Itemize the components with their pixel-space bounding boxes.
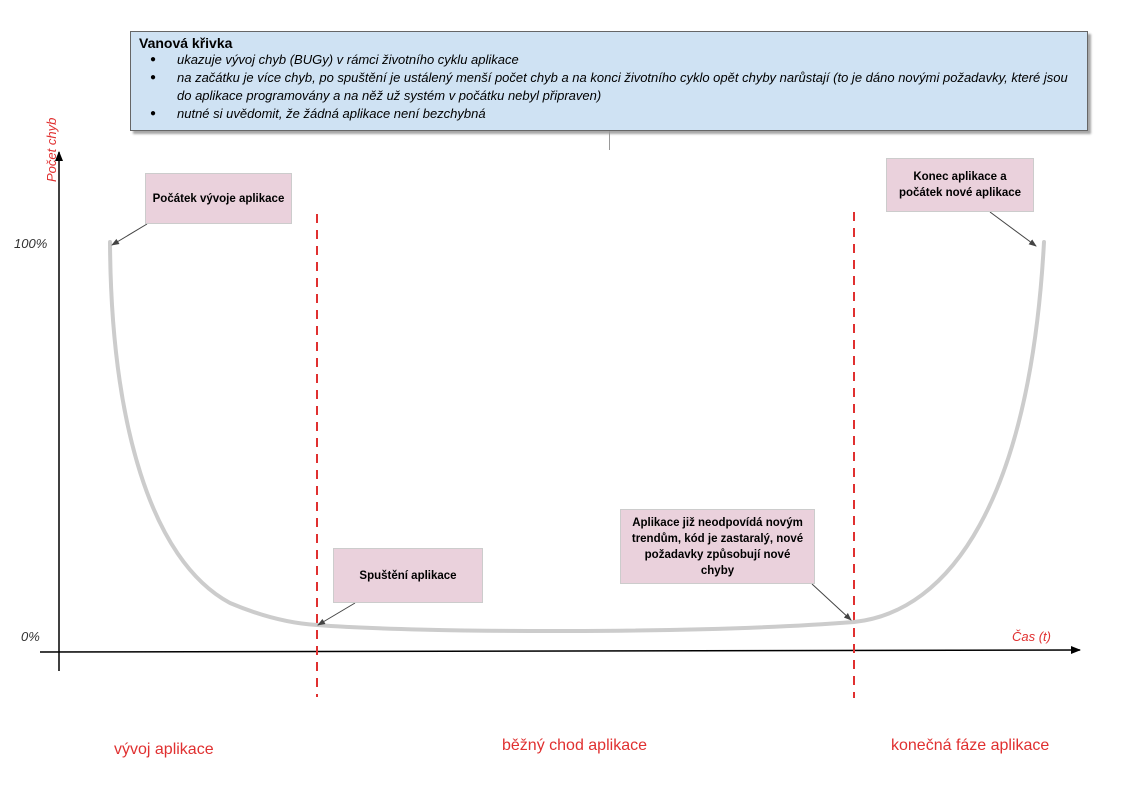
arrow-launch <box>318 603 355 625</box>
bathtub-curve <box>110 242 1044 631</box>
info-bullet: ● nutné si uvědomit, že žádná aplikace není bezchybná <box>139 105 1079 123</box>
y-tick-min: 0% <box>21 629 40 644</box>
callout-end <box>886 158 1034 212</box>
callout-launch-text: Spuštění aplikace <box>359 569 457 582</box>
phase-label-final: konečná fáze aplikace <box>891 737 1050 754</box>
arrow-outdated <box>812 584 851 620</box>
arrow-end <box>990 212 1036 246</box>
info-bullet: ● ukazuje vývoj chyb (BUGy) v rámci životního cyklu aplikace <box>139 51 1079 69</box>
x-axis-line <box>40 650 1080 652</box>
y-tick-max: 100% <box>14 236 48 251</box>
y-axis-title: Počet chyb <box>44 117 59 182</box>
info-title: Vanová křivka <box>139 35 233 51</box>
callout-end-text: Konec aplikace a počátek nové aplikace <box>898 171 1022 199</box>
info-bullet: ● na začátku je více chyb, po spuštění je ustálený menší počet chyb a na konci životního cyklo opět chyby narůstají (to je dáno novými požadavky, které jsou do aplikace programovány a na něž už systém v počátku nebyl připraven) <box>139 69 1079 105</box>
phase-label-running: běžný chod aplikace <box>502 737 647 754</box>
callout-launch <box>333 548 483 603</box>
callout-start <box>145 173 292 224</box>
callout-outdated-text: Aplikace již neodpovídá novým trendům, kód je zastaralý, nové požadavky způsobují nové chyby <box>631 516 804 577</box>
arrow-start <box>112 224 147 245</box>
x-axis-title: Čas (t) <box>1012 629 1051 644</box>
callout-outdated <box>620 509 815 584</box>
phase-label-development: vývoj aplikace <box>114 741 214 758</box>
callout-start-text: Počátek vývoje aplikace <box>152 192 285 205</box>
